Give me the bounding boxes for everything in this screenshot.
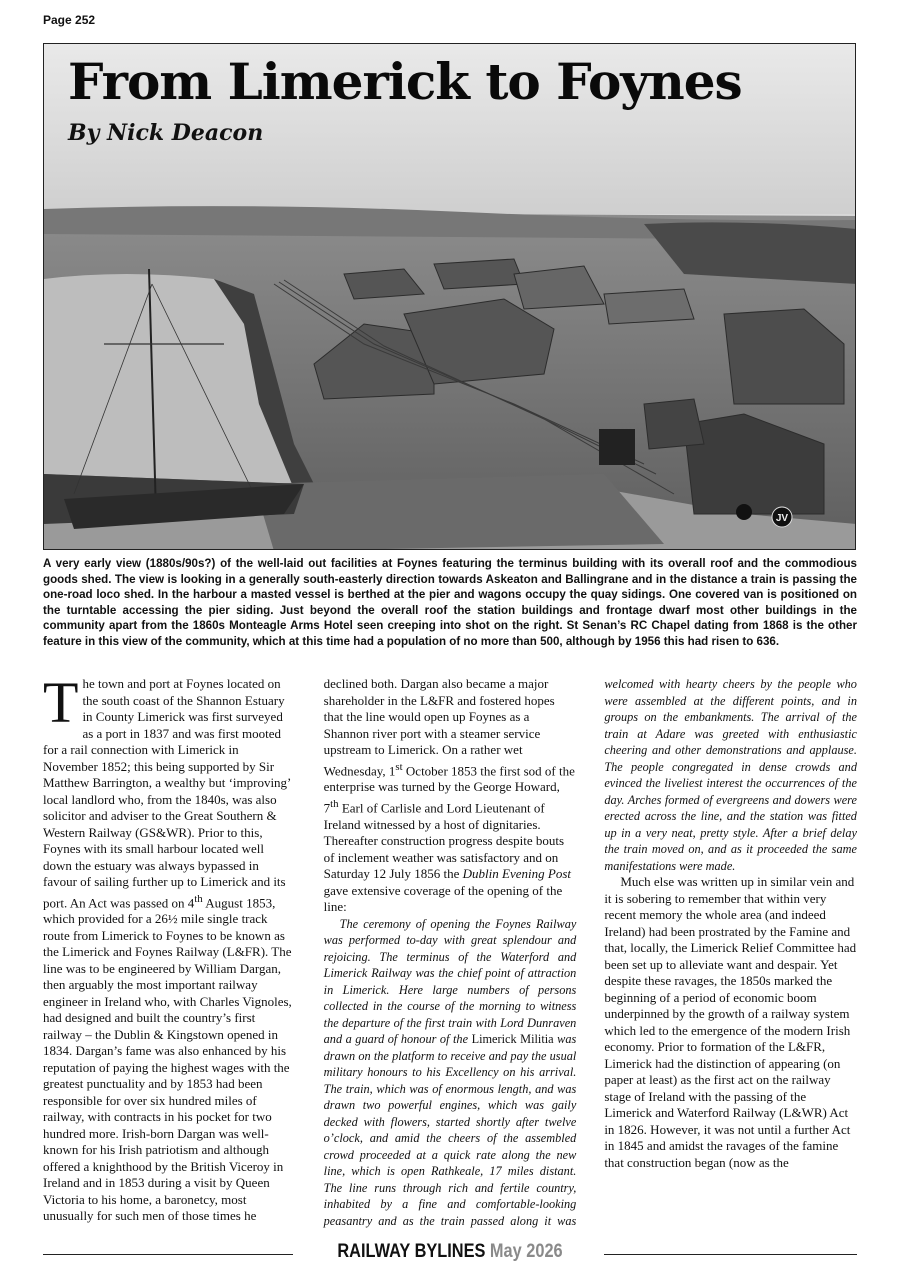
article-byline: By Nick Deacon <box>68 120 264 146</box>
article-photo <box>43 43 856 550</box>
paragraph-text: he town and port at Foynes located on the south coast of the Shannon Estuary in County Limerick was first surveyed as a port in 1837 and was first mooted for a rail connection with Limerick in November 1852; this being supported by Sir Matthew Barrington, a wealthy but ‘improving’ local landlord who, from the 1840s, was also solicitor and adviser to the Great Southern & Western Railway (GS&WR). Prior to this, Foynes with its small harbour located well down the estuary was always bypassed in favour of sailing further up to Limerick and its port. An Act was passed on 4 <box>43 676 291 910</box>
article-title: From Limerick to Foynes <box>68 52 742 111</box>
page-number: Page 252 <box>43 13 96 27</box>
quote-roman-text: Limerick Militia <box>471 1032 554 1047</box>
footer-rule-right <box>604 1254 857 1255</box>
newspaper-name: Dublin Evening Post <box>462 866 571 882</box>
magazine-name: RAILWAY BYLINES <box>337 1241 486 1262</box>
ordinal-suffix: th <box>194 892 203 905</box>
footer-masthead <box>330 1241 571 1263</box>
paragraph-text: October 1853 the first sod of the enterprise was turned by the George Howard, 7 <box>323 762 575 816</box>
ordinal-suffix: st <box>395 760 403 773</box>
drop-cap: T <box>43 670 79 735</box>
paragraph-text: gave extensive coverage of the opening of the line: <box>323 882 563 915</box>
photo-caption: A very early view (1880s/90s?) of the well-laid out facilities at Foynes featuring the terminus building with its overall roof and the commodious goods shed. The view is looking in a generally south-easterly direction towards Askeaton and Ballingrane and in the distance a train is passing the one-road loco shed. In the harbour a masted vessel is berthed at the pier and wagons occupy the quay sidings. One covered van is positioned on the turntable accessing the pier siding. Just beyond the overall roof the station buildings and frontage dwarf most other buildings in the community apart from the 1860s Monteagle Arms Hotel seen creeping into shot on the right. St Senan’s RC Chapel dating from 1868 is the other feature in this view of the community, which at this time had a population of no more than 500, although by 1956 this had risen to 636. <box>43 557 857 648</box>
jv-monogram: JV <box>775 513 789 524</box>
paragraph-second: Much else was written up in similar vein and it is sobering to remember that within very recent memory the whole area (and indeed Ireland) had been prostrated by the Famine and that, locally, the Limerick Relief Committee had been set up to alleviate want and despair. Yet despite these ravages, the 1850s marked the beginning of a period of economic boom underpinned by the growth of a railway system which led to the emergence of the modern Irish economy. Prior to formation of the L&FR, Limerick had the distinction of appearing (on paper at least) as the first act on the railway stage of Ireland with the passing of the Limerick and Waterford Railway (L&WR) Act in 1826. However, it was not until a further Act in 1845 and amidst the ravages of the famine that construction began (now as the <box>604 874 857 1170</box>
quote-text: was drawn on the platform to receive and pay the usual military honours to his Excellency on his arrival. The train, which was of enormous length, and was drawn two powerful engines, which was gaily decked with flowers, started shortly after twelve o’clock, and amid the cheers of the assembled crowd proceeded at a quick rate along the new line, which is open Rathkeale, 17 miles distant. The line runs through rich and fertile country, inhabited by a fine and comfortable-looking peasantry and as the train passed along it was welcomed with hearty cheers by the people who were assembled at the different points, and in groups on the embankments. The arrival of the train at Adare was greeted with enthusiastic cheering and other demonstrations and applause. The people congregated in dense crowds and evinced the liveliest interest the occurrences of the day. Arches formed of evergreens and dowers were erected across the line, and the station was fitted up in a very neat, pretty style. After a brief delay the train moved on, and as it proceeded the same manifestations were made. <box>323 677 857 1228</box>
paragraph-text: August 1853, which provided for a 26½ mile single track route from Limerick to Foynes to be known as the Limerick and Foynes Railway (L&FR). The line was to be engineered by William Dargan, then arguably the most important railway engineer in Ireland who, with Charles Vignoles, had designed and built the country’s first railway – the Dublin & Kingstown opened in 1834. Dargan’s fame was also enhanced by his reputation of paying the highest wages with the greatest punctuality and by 1853 had been responsible for over six hundred miles of railway, with contracts in his pocket for two hundred more. Irish-born Dargan was well-known for his Irish patriotism and although offered a knighthood by the British Viceroy in Ireland and in 1853 during a visit by Queen Victoria to his home, a baronetcy, most unusually for such men of those times he declined both. Dargan also became a major shareholder in the L&FR and fostered hopes that the line would open up Foynes as a Shannon river port with a steamer service upstream to Limerick. On a rather wet Wednesday, 1 <box>43 676 555 1224</box>
article-body <box>43 670 857 1236</box>
paragraph-text: Earl of Carlisle and Lord Lieutenant of Ireland witnessed by a host of dignitaries. Thereafter construction progress despite bouts of inclement weather was satisfactory and on Saturday 12 July 1856 the <box>323 800 565 882</box>
ordinal-suffix: th <box>330 797 339 810</box>
issue-date: May 2026 <box>489 1241 563 1262</box>
footer-rule-left <box>43 1254 293 1255</box>
quote-text: The ceremony of opening the Foynes Railway was performed to-day with great splendour and rejoicing. The terminus of the Waterford and Limerick Railway was the chief point of attraction in Limerick. Here large numbers of persons collected in the course of the morning to witness the departure of the first train with Lord Dunraven and a guard of honour of the <box>323 916 577 1047</box>
jv-monogram-icon <box>770 505 794 529</box>
